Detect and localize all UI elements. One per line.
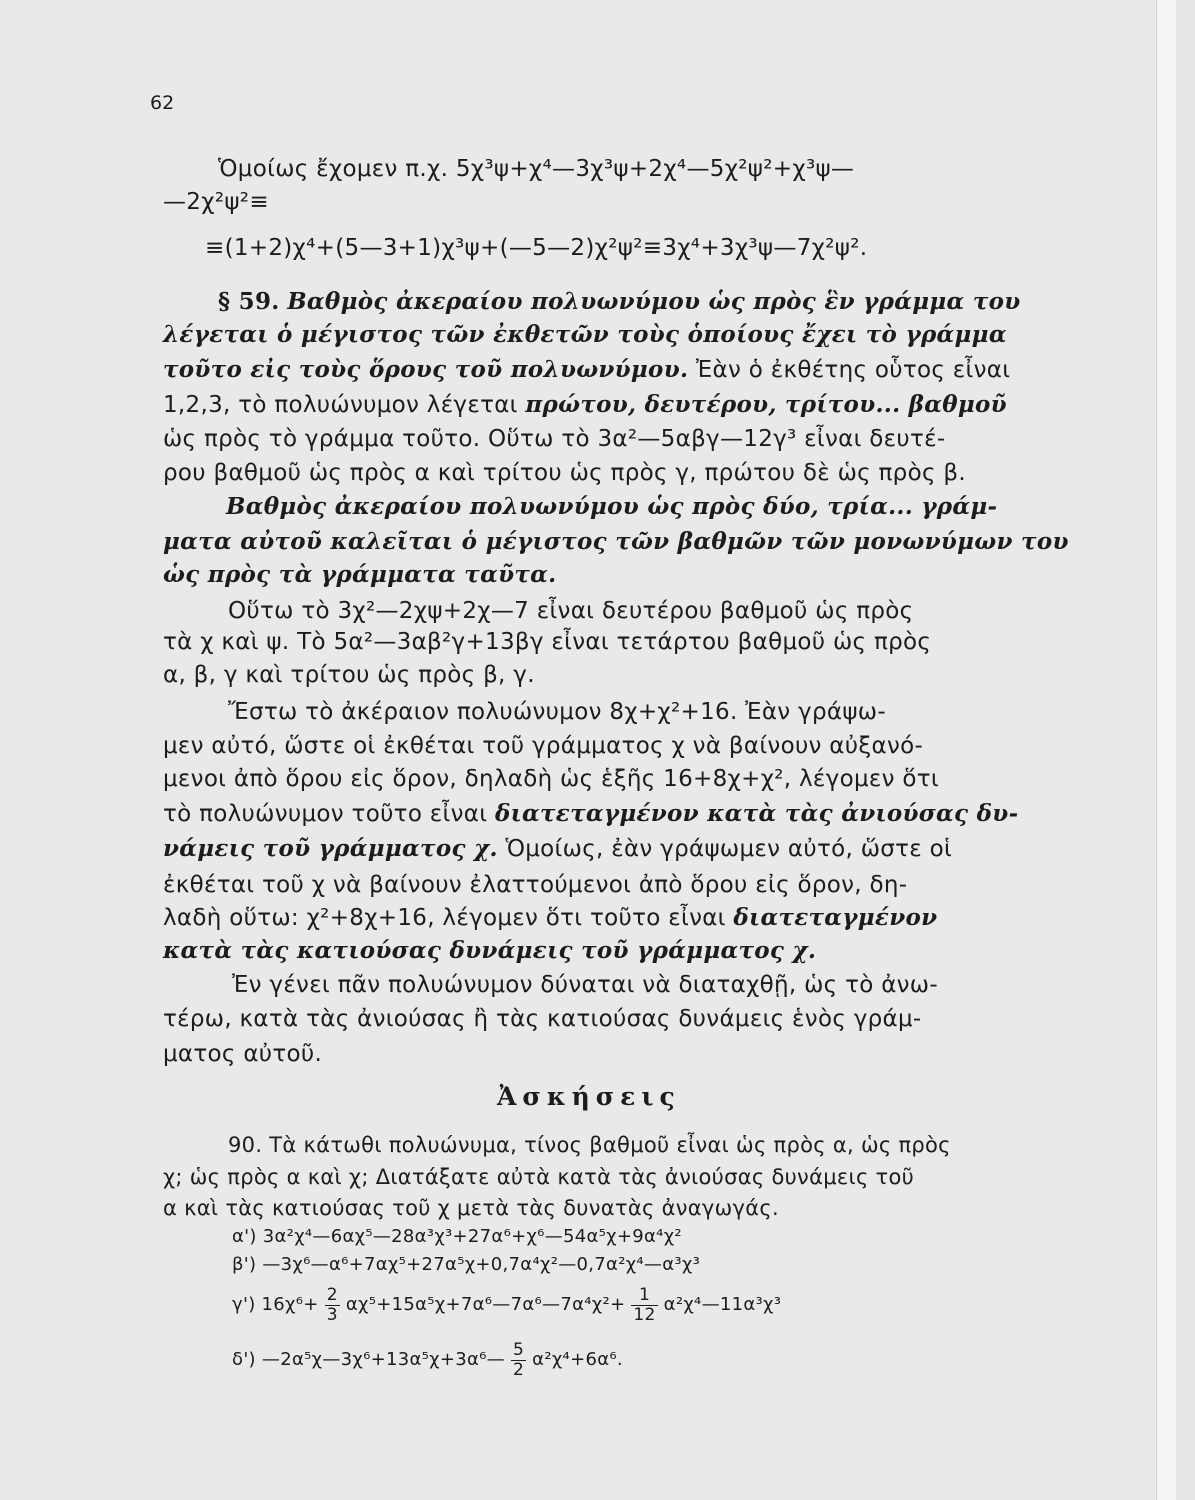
definition-1a: Βαθμὸς ἀκεραίου πολυωνύμου ὡς πρὸς ἓν γράμμα του (287, 288, 1021, 315)
text-t3: ὡς πρὸς τὸ γράμμα τοῦτο. Οὕτω τὸ 3α²—5αβγ—12γ³ εἶναι δευτέ- (163, 426, 946, 452)
text-t4: ρου βαθμοῦ ὡς πρὸς α καὶ τρίτου ὡς πρὸς γ, πρώτου δὲ ὡς πρὸς β. (163, 460, 966, 486)
item-c-part-2: αχ⁵+15α⁵χ+7α⁶—7α⁶—7α⁴χ²+ (345, 1294, 626, 1315)
text-t9: μεν αὐτό, ὥστε οἱ ἐκθέται τοῦ γράμματος χ νὰ βαίνουν αὐξανό- (163, 733, 924, 759)
definition-2c: ὡς πρὸς τὰ γράμματα ταῦτα. (163, 561, 557, 588)
exercise-90-line-2: χ; ὡς πρὸς α καὶ χ; Διατάξατε αὐτὰ κατὰ τὰς ἀνιούσας δυνάμεις τοῦ (163, 1165, 915, 1189)
text-t15: κατὰ τὰς κατιούσας δυνάμεις τοῦ γράμματος χ. (163, 937, 817, 964)
section-mark: § 59. (218, 288, 280, 315)
text-t10: μενοι ἀπὸ ὅρου εἰς ὅρον, δηλαδὴ ὡς ἑξῆς 16+8χ+χ², λέγομεν ὅτι (163, 766, 939, 792)
exercise-90-line-3: α καὶ τὰς κατιούσας τοῦ χ μετὰ τὰς δυνατὰς ἀναγωγάς. (163, 1196, 779, 1220)
text-t14b: διατεταγμένον (733, 904, 938, 931)
text-t2a: 1,2,3, τὸ πολυώνυμον λέγεται (163, 392, 518, 418)
definition-1c: τοῦτο εἰς τοὺς ὅρους τοῦ πολυωνύμου. (163, 356, 689, 383)
exercise-item-c (232, 1283, 781, 1327)
fraction-numerator: 5 (513, 1339, 525, 1360)
definition-1b: λέγεται ὁ μέγιστος τῶν ἐκθετῶν τοὺς ὁποίους ἔχει τὸ γράμμα (163, 321, 1007, 348)
definition-2b: ματα αὐτοῦ καλεῖται ὁ μέγιστος τῶν βαθμῶν τῶν μονωνύμων του (163, 528, 1069, 555)
intro-line-3: ≡(1+2)χ⁴+(5—3+1)χ³ψ+(—5—2)χ²ψ²≡3χ⁴+3χ³ψ—7χ²ψ². (205, 235, 868, 261)
fraction-one-twelfth (631, 1286, 657, 1325)
text-t5: Οὕτω τὸ 3χ²—2χψ+2χ—7 εἶναι δευτέρου βαθμοῦ ὡς πρὸς (228, 598, 914, 624)
item-c-part-3: α²χ⁴—11α³χ³ (663, 1294, 782, 1315)
text-t14a: λαδὴ οὕτω: χ²+8χ+16, λέγομεν ὅτι τοῦτο εἶναι (163, 905, 726, 931)
page-edge (1156, 0, 1176, 1500)
text-t13: ἐκθέται τοῦ χ νὰ βαίνουν ἐλαττούμενοι ἀπὸ ὅρου εἰς ὅρον, δη- (163, 872, 908, 898)
exercise-item-d (232, 1338, 623, 1382)
fraction-denominator: 12 (633, 1304, 656, 1325)
exercises-heading: Ἀσκήσεις (497, 1082, 681, 1111)
text-t18: ματος αὐτοῦ. (163, 1041, 323, 1067)
text-t2b: πρώτου, δευτέρου, τρίτου... βαθμοῦ (525, 391, 1007, 418)
fraction-two-thirds (325, 1286, 340, 1325)
intro-line-1: Ὁμοίως ἔχομεν π.χ. 5χ³ψ+χ⁴—3χ³ψ+2χ⁴—5χ²ψ²+χ³ψ— (218, 156, 855, 182)
intro-line-2: —2χ²ψ²≡ (163, 189, 269, 215)
fraction-numerator: 2 (326, 1284, 338, 1305)
exercise-item-a: α') 3α²χ⁴—6αχ⁵—28α³χ³+27α⁶+χ⁶—54α⁵χ+9α⁴χ² (232, 1226, 682, 1247)
page-number: 62 (150, 92, 175, 114)
fraction-denominator: 3 (326, 1304, 338, 1325)
text-t12 (163, 834, 952, 864)
item-d-part-1: δ') —2α⁵χ—3χ⁶+13α⁵χ+3α⁶— (232, 1349, 505, 1370)
text-t14 (163, 903, 937, 933)
fraction-denominator: 2 (513, 1359, 525, 1380)
text-t12b: Ὁμοίως, ἐὰν γράψωμεν αὐτό, ὥστε οἱ (505, 836, 953, 862)
exercise-90-line-1: 90. Τὰ κάτωθι πολυώνυμα, τίνος βαθμοῦ εἶναι ὡς πρὸς α, ὡς πρὸς (228, 1133, 951, 1157)
text-t11b: διατεταγμένον κατὰ τὰς ἀνιούσας δυ- (494, 800, 1019, 827)
fraction-five-halves (511, 1341, 526, 1380)
text-t12a: νάμεις τοῦ γράμματος χ. (163, 835, 498, 862)
item-d-part-2: α²χ⁴+6α⁶. (532, 1349, 623, 1370)
text-t11 (163, 799, 1018, 829)
text-t6: τὰ χ καὶ ψ. Τὸ 5α²—3αβ²γ+13βγ εἶναι τετάρτου βαθμοῦ ὡς πρὸς (163, 629, 932, 655)
text-t11a: τὸ πολυώνυμον τοῦτο εἶναι (163, 801, 488, 827)
definition-2a: Βαθμὸς ἀκεραίου πολυωνύμου ὡς πρὸς δύο, τρία... γράμ- (226, 493, 998, 520)
text-t8: Ἔστω τὸ ἀκέραιον πολυώνυμον 8χ+χ²+16. Ἐὰν γράψω- (228, 699, 886, 725)
text-t1: Ἐὰν ὁ ἐκθέτης οὗτος εἶναι (695, 357, 1011, 383)
fraction-numerator: 1 (631, 1286, 657, 1306)
exercise-item-b: β') —3χ⁶—α⁶+7αχ⁵+27α⁵χ+0,7α⁴χ²—0,7α²χ⁴—α³χ³ (232, 1254, 701, 1275)
section-59-line-4 (163, 390, 1007, 420)
text-t7: α, β, γ καὶ τρίτου ὡς πρὸς β, γ. (163, 662, 535, 688)
section-59-line-3 (163, 355, 1010, 385)
section-59-line-1 (218, 287, 1021, 317)
item-c-part-1: γ') 16χ⁶+ (232, 1294, 319, 1315)
text-t16: Ἐν γένει πᾶν πολυώνυμον δύναται νὰ διαταχθῇ, ὡς τὸ ἀνω- (232, 972, 938, 998)
text-t17: τέρω, κατὰ τὰς ἀνιούσας ἢ τὰς κατιούσας δυνάμεις ἑνὸς γράμ- (163, 1006, 922, 1032)
